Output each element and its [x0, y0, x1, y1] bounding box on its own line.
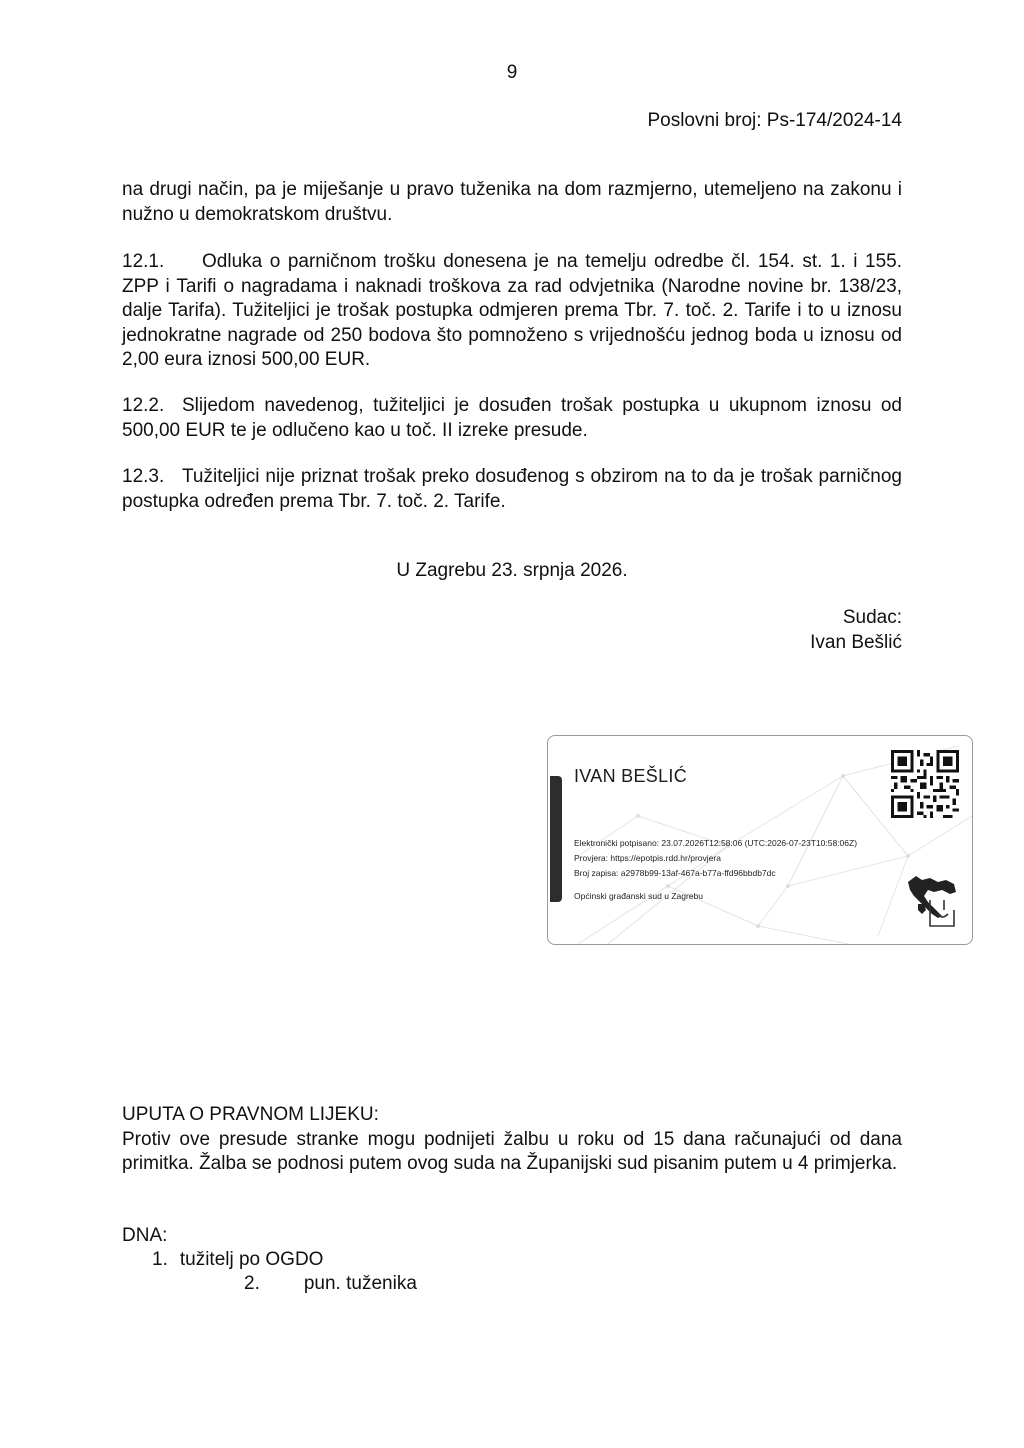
paragraph-12-3 [122, 465, 902, 514]
distribution-item-text: pun. tuženika [303, 1273, 417, 1294]
signature-accent-bar [550, 776, 562, 902]
signature-card [547, 735, 973, 945]
paragraph-number: 12.2. [122, 395, 165, 416]
legal-remedy-text: Protiv ove presude stranke mogu podnijeti žalbu u roku od 15 dana računajući od dana primitka. Žalba se podnosi putem ovog suda na Županijski sud pisanim putem u 4 primjerka. [122, 1128, 902, 1174]
paragraph-12-1 [122, 250, 902, 373]
distribution-item-number: 2. [244, 1273, 260, 1294]
paragraph-text: Slijedom navedenog, tužiteljici je dosuđen trošak postupka u ukupnom iznosu od 500,00 EUR te je odlučeno kao u toč. II izreke presude. [122, 395, 902, 441]
page-number: 9 [506, 62, 518, 83]
judge-title: Sudac: [842, 607, 902, 628]
paragraph-text: Tužiteljici nije priznat trošak preko dosuđenog s obzirom na to da je trošak parničnog postupka određen prema Tbr. 7. toč. 2. Tarife. [122, 466, 902, 512]
verification-url: Provjera: https://epotpis.rdd.hr/provjera [574, 853, 721, 863]
signed-timestamp: Elektronički potpisano: 23.07.2026T12:58:06 (UTC:2026-07-23T10:58:06Z) [574, 838, 858, 848]
paragraph-number: 12.1. [122, 251, 165, 272]
judge-block [810, 606, 902, 655]
legal-remedy-heading: UPUTA O PRAVNOM LIJEKU: [122, 1104, 379, 1125]
court-name: Općinski građanski sud u Zagrebu [574, 891, 703, 901]
distribution-item-2 [244, 1273, 417, 1295]
signer-name: IVAN BEŠLIĆ [574, 766, 688, 786]
distribution-item-number: 1. [152, 1249, 168, 1270]
record-number: Broj zapisa: a2978b99-13af-467a-b77a-ffd96bbdb7dc [574, 868, 776, 878]
paragraph-text: Odluka o parničnom trošku donesena je na temelju odredbe čl. 154. st. 1. i 155. ZPP i Tarifi o nagradama i naknadi troškova za rad odvjetnika (Narodne novine br. 138/23, dalje Tarifa). Tužiteljici je trošak postupka odmjeren prema Tbr. 7. toč. 2. Tarife i to u iznosu jednokratne nagrade od 250 bodova što pomnoženo s vrijednošću jednog boda u iznosu od 2,00 eura iznosi 500,00 EUR. [122, 251, 902, 370]
croatia-map-icon [898, 870, 960, 932]
paragraph-12-2 [122, 394, 902, 443]
legal-remedy-section [122, 1103, 902, 1177]
judge-name: Ivan Bešlić [810, 631, 902, 653]
paragraph-number: 12.3. [122, 466, 165, 487]
distribution-item-1 [152, 1249, 323, 1271]
intro-paragraph: na drugi način, pa je miješanje u pravo tuženika na dom razmjerno, utemeljeno na zakonu i nužno u demokratskom društvu. [122, 179, 902, 225]
place-date: U Zagrebu 23. srpnja 2026. [396, 560, 628, 581]
distribution-item-text: tužitelj po OGDO [179, 1249, 324, 1270]
case-number: Poslovni broj: Ps-174/2024-14 [647, 110, 902, 131]
qr-code-icon [891, 750, 959, 818]
distribution-label: DNA: [122, 1225, 168, 1246]
